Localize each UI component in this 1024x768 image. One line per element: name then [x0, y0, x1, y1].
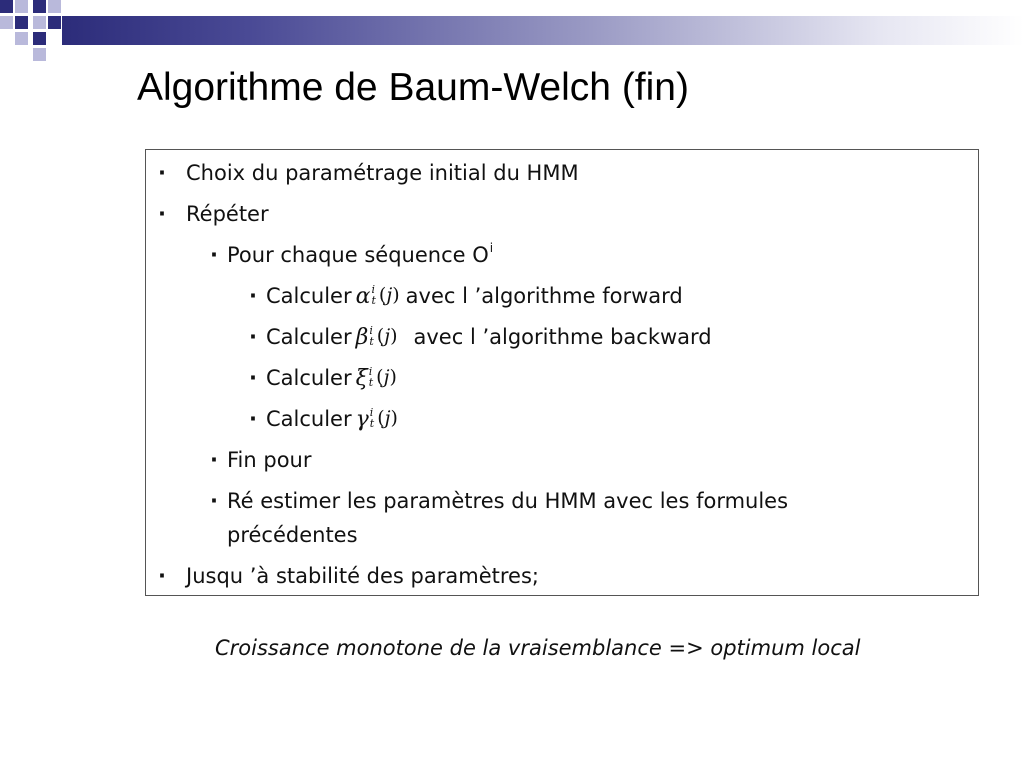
math-paren: ): [392, 283, 400, 306]
math-paren: (: [378, 283, 387, 306]
math-sub: t: [369, 334, 374, 348]
item-text: Choix du paramétrage initial du HMM: [186, 161, 579, 185]
math-paren: (: [377, 406, 385, 429]
math-var: j: [386, 283, 393, 306]
math-sub: t: [371, 293, 376, 307]
math-paren: (: [376, 365, 384, 388]
bullet: ·: [158, 161, 166, 185]
deco-square: [33, 0, 46, 13]
math-paren: ): [389, 365, 397, 388]
math-sup: i: [371, 282, 376, 296]
algorithm-box: [145, 149, 979, 596]
list-item: [158, 560, 539, 592]
list-item: [249, 321, 712, 353]
list-item: [210, 444, 312, 476]
bullet: ·: [249, 366, 257, 390]
list-item-continuation: [227, 519, 358, 551]
xi-formula: [356, 366, 397, 391]
footnote: Croissance monotone de la vraisemblance => optimum local: [215, 636, 861, 660]
bullet: ·: [158, 564, 166, 588]
math-sub: t: [368, 375, 374, 389]
bullet: ·: [249, 284, 257, 308]
bullet: ·: [210, 448, 218, 472]
math-sup: i: [368, 364, 373, 378]
item-text: avec l ’algorithme forward: [405, 284, 683, 308]
item-text: Calculer: [266, 325, 352, 349]
list-item: [249, 362, 403, 394]
math-sup: i: [369, 323, 373, 337]
math-paren: ): [390, 406, 398, 429]
list-item: [210, 239, 494, 271]
list-item: [210, 485, 789, 517]
deco-square: [33, 48, 46, 61]
deco-square: [48, 0, 61, 13]
item-text: Pour chaque séquence O: [227, 243, 489, 267]
superscript: i: [489, 241, 494, 255]
math-paren: (: [376, 324, 385, 347]
alpha-formula: [356, 284, 400, 309]
gamma-formula: [356, 407, 398, 432]
item-text: Répéter: [186, 202, 269, 226]
beta-formula: [356, 325, 398, 350]
math-sup: i: [369, 405, 374, 419]
item-text: avec l ’algorithme backward: [413, 325, 712, 349]
item-text: Calculer: [266, 407, 352, 431]
slide-title: Algorithme de Baum-Welch (fin): [137, 66, 689, 109]
math-sub: t: [369, 416, 375, 430]
deco-square: [0, 0, 13, 13]
item-text: Calculer: [266, 366, 352, 390]
deco-square: [48, 16, 61, 29]
header-decoration: [0, 0, 1024, 64]
deco-square: [33, 32, 46, 45]
bullet: ·: [249, 325, 257, 349]
deco-square: [15, 0, 28, 13]
item-text: Jusqu ’à stabilité des paramètres;: [186, 564, 539, 588]
math-symbol: γ: [355, 406, 369, 432]
list-item: [249, 280, 683, 312]
list-item: [249, 403, 404, 435]
item-text: Calculer: [266, 284, 352, 308]
math-symbol: ξ: [355, 365, 368, 391]
deco-square: [0, 16, 13, 29]
bullet: ·: [158, 202, 166, 226]
bullet: ·: [210, 243, 218, 267]
header-gradient-bar: [62, 16, 1024, 45]
list-item: [158, 198, 269, 230]
math-var: j: [383, 365, 390, 388]
list-item: [158, 157, 579, 189]
item-text: Ré estimer les paramètres du HMM avec les formules: [227, 489, 789, 513]
math-paren: ): [390, 324, 398, 347]
item-text: Fin pour: [227, 448, 312, 472]
math-symbol: β: [355, 324, 369, 350]
bullet: ·: [249, 407, 257, 431]
math-var: j: [384, 324, 391, 347]
math-var: j: [384, 406, 391, 429]
bullet: ·: [210, 489, 218, 513]
math-symbol: α: [355, 283, 371, 309]
item-text: précédentes: [227, 523, 358, 547]
deco-square: [15, 16, 28, 29]
deco-square: [15, 32, 28, 45]
deco-square: [33, 16, 46, 29]
